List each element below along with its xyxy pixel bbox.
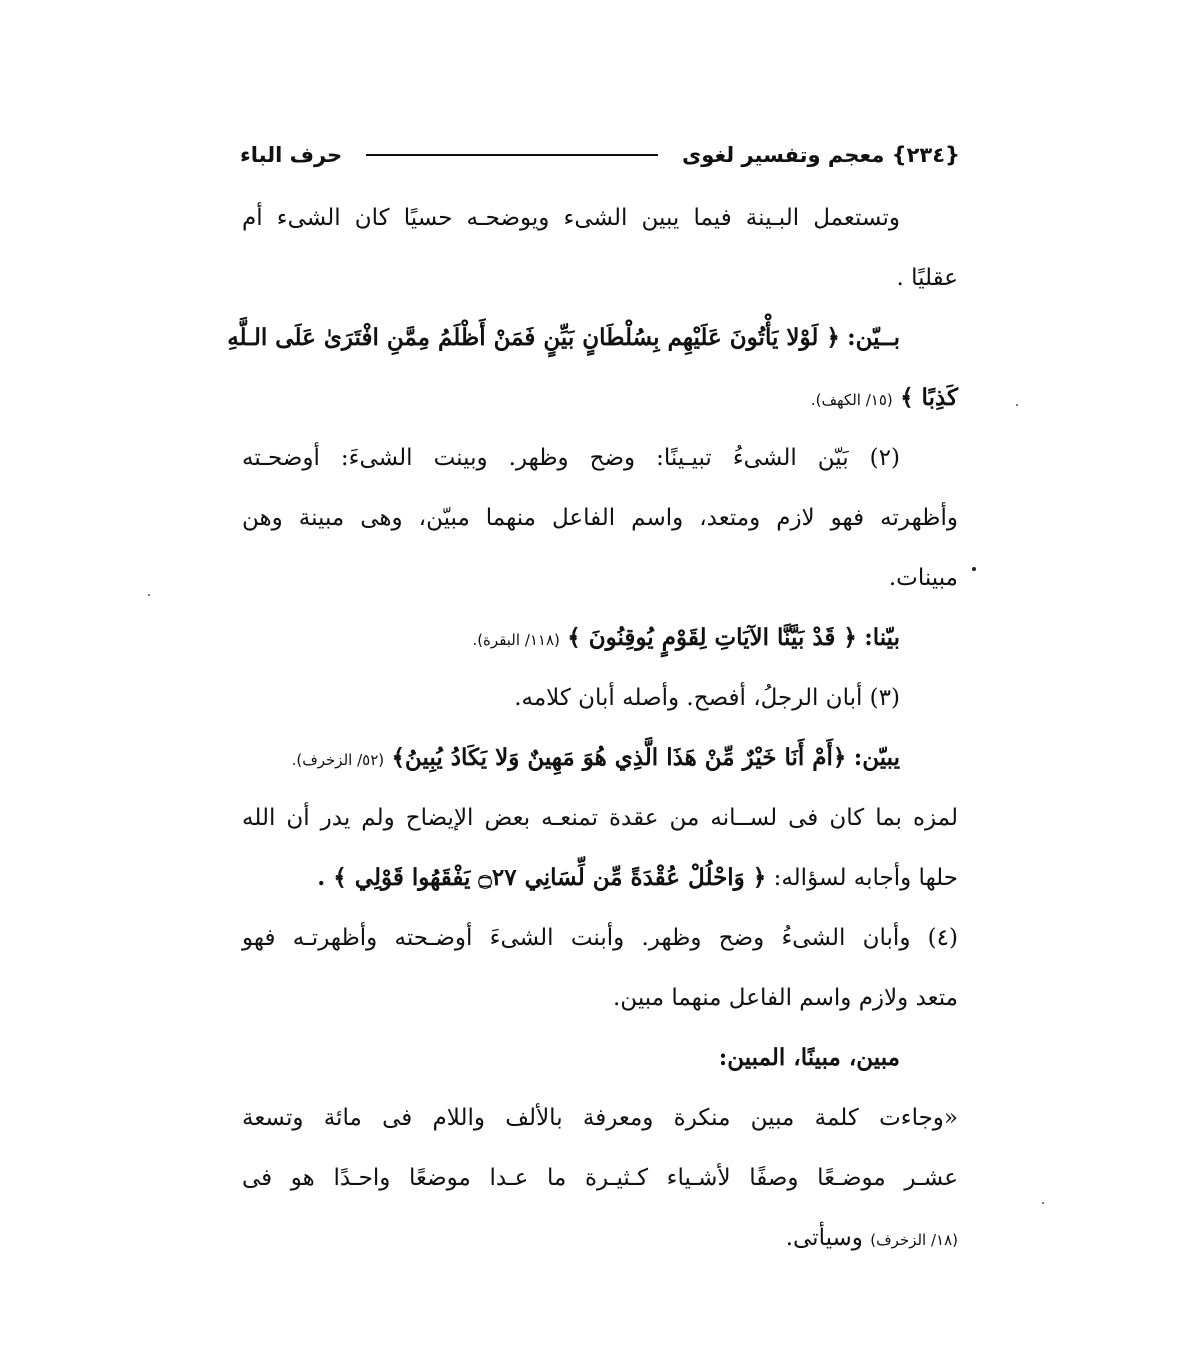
entry-line (242, 618, 900, 658)
verse-citation: (١٨/ الزخرف) (870, 1231, 958, 1249)
entry-term: بــيّن: (847, 324, 900, 351)
text-line: (٤) وأبان الشىءُ وضح وظهر. وأبنت الشىءَ أوضـحته وأظهرتـه فهو (242, 925, 958, 951)
entry-line (242, 858, 958, 898)
text-line: متعد ولازم واسم الفاعل منهما مبين. (613, 985, 958, 1011)
text-span: حلها وأجابه لسؤاله: (773, 865, 958, 891)
text-line: عقليًا . (896, 265, 958, 291)
entry-term: مبين، مبينًا، المبين: (718, 1044, 900, 1071)
entry-term: يبيّن: (853, 744, 900, 771)
text-line: (٢) بَيّن الشىءُ تبيـينًا: وضح وظهر. وبينت الشىءَ: أوضحـته (242, 445, 900, 471)
quran-verse: ﴿أَمْ أَنَا خَيْرٌ مِّنْ هَذَا الَّذِي هُوَ مَهِينٌ وَلا يَكَادُ يُبِينُ﴾ (391, 744, 847, 771)
quran-verse: ﴿ لَوْلا يَأْتُونَ عَلَيْهِم بِسُلْطَانٍ بَيِّنٍ فَمَنْ أَظْلَمُ مِمَّنِ افْتَرَىٰ عَلَى الـلَّهِ (227, 324, 840, 351)
text-line: مبينات. (888, 565, 958, 591)
text-line: وتستعمل البـينة فيما يبين الشىء ويوضحـه حسيًا كان الشىء أم (242, 205, 900, 231)
section-title: حرف الباء (240, 143, 343, 167)
scan-speck (1016, 404, 1018, 406)
text-line: (٣) أبان الرجلُ، أفصح. وأصله أبان كلامه. (514, 685, 900, 711)
quran-verse: كَذِبًا ﴾ (900, 384, 958, 411)
text-line: وأظهرته فهو لازم ومتعد، واسم الفاعل منهما مبيّن، وهى مبينة وهن (242, 505, 958, 531)
verse-citation: (٥٢/ الزخرف). (291, 751, 385, 769)
scan-speck (148, 594, 150, 596)
entry-line (242, 738, 900, 778)
entry-line (242, 1218, 958, 1258)
text-span: وسيأتى. (785, 1225, 863, 1251)
text-line: عشـر موضـعًا وصفًا لأشـياء كـثيـرة ما عـدا موضعًا واحـدًا هو فى (242, 1165, 958, 1191)
header-rule (366, 154, 658, 156)
running-header (240, 138, 960, 172)
text-line: لمزه بما كان فى لســانه من عقدة تمنعـه بعض الإيضاح ولم يدر أن الله (242, 805, 958, 831)
book-title: {٢٣٤} معجم وتفسير لغوى (682, 143, 960, 167)
text-line: «وجاءت كلمة مبين منكرة ومعرفة بالألف واللام فى مائة وتسعة (242, 1105, 958, 1131)
entry-line (227, 318, 900, 358)
scan-speck (1042, 1202, 1044, 1204)
verse-citation: (١٥/ الكهف). (810, 391, 893, 409)
entry-term: بيّنا: (864, 624, 900, 651)
margin-dot (972, 567, 976, 571)
verse-citation: (١١٨/ البقرة). (472, 631, 560, 649)
quran-verse: ﴿ وَاحْلُلْ عُقْدَةً مِّن لِّسَانِي ۝٢٧ يَفْقَهُوا قَوْلِي ﴾ . (317, 864, 767, 891)
entry-line (242, 378, 958, 418)
quran-verse: ﴿ قَدْ بَيَّنَّا الآيَاتِ لِقَوْمٍ يُوقِنُونَ ﴾ (567, 624, 857, 651)
